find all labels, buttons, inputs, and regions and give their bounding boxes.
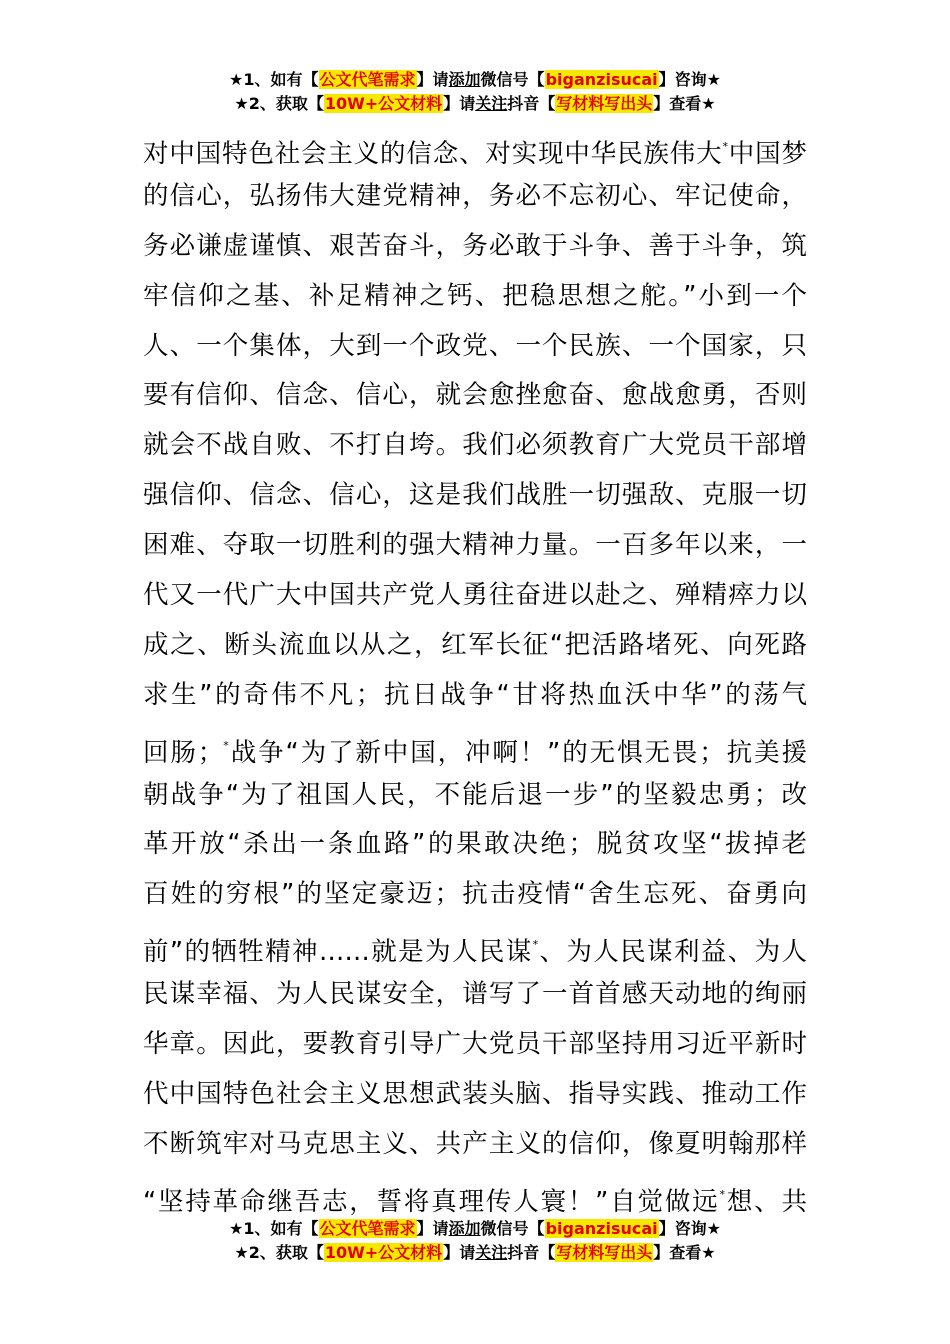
promo-text: 微信号【 bbox=[480, 70, 545, 89]
highlight-materials: 10W+公文材料 bbox=[324, 94, 443, 113]
text-segment: 不断筑牢对马克思主义、共产主义的信仰，像夏明翰那样 bbox=[143, 1128, 807, 1159]
highlight-materials: 10W+公文材料 bbox=[324, 1243, 443, 1262]
text-segment: “坚持革命继吾志，誓将真理传人寰！”自觉做远 bbox=[143, 1186, 720, 1217]
promo-text: 】请 bbox=[416, 70, 449, 89]
text-segment: 战争“为了新中国，冲啊！”的无惧无畏；抗美援 bbox=[228, 737, 807, 768]
text-line bbox=[143, 122, 807, 172]
promo-text: ★2、获取【 bbox=[234, 94, 324, 113]
underlined-word: 关注 bbox=[475, 1243, 508, 1262]
text-line bbox=[143, 1170, 807, 1220]
text-line bbox=[143, 1020, 807, 1070]
header-promo-banner bbox=[0, 68, 950, 116]
text-line bbox=[143, 371, 807, 421]
text-segment: 求生”的奇伟不凡；抗日战争“甘将热血沃中华”的荡气 bbox=[143, 679, 807, 710]
text-segment: 困难、夺取一切胜利的强大精神力量。一百多年以来，一 bbox=[143, 530, 807, 561]
text-segment: 成之、断头流血以从之，红军长征“把活路堵死、向死路 bbox=[143, 629, 807, 660]
text-segment: 百姓的穷根”的坚定豪迈；抗击疫情“舍生忘死、奋勇向 bbox=[143, 879, 807, 910]
footer-promo-banner bbox=[0, 1217, 950, 1265]
text-line bbox=[143, 1070, 807, 1120]
text-segment: 就会不战自败、不打自垮。我们必须教育广大党员干部增 bbox=[143, 430, 807, 461]
text-line bbox=[143, 920, 807, 970]
highlight-service: 公文代笔需求 bbox=[319, 70, 416, 89]
text-segment: 中国梦 bbox=[727, 139, 807, 169]
promo-line-1 bbox=[0, 1217, 950, 1241]
text-segment: 的信心，弘扬伟大建党精神，务必不忘初心、牢记使命， bbox=[143, 180, 807, 211]
promo-text: 】查看★ bbox=[653, 94, 716, 113]
text-segment: 想、共 bbox=[725, 1186, 807, 1217]
promo-text: 微信号【 bbox=[480, 1219, 545, 1238]
text-line bbox=[143, 970, 807, 1020]
text-line bbox=[143, 870, 807, 920]
promo-text: ★1、如有【 bbox=[229, 70, 319, 89]
promo-line-2 bbox=[0, 1241, 950, 1265]
text-line bbox=[143, 172, 807, 222]
text-line bbox=[143, 1120, 807, 1170]
text-segment: 要有信仰、信念、信心，就会愈挫愈奋、愈战愈勇，否则 bbox=[143, 380, 807, 411]
highlight-douyin-account: 写材料写出头 bbox=[556, 1243, 653, 1262]
promo-text: 抖音【 bbox=[507, 1243, 556, 1262]
text-line bbox=[143, 222, 807, 272]
text-segment: 代中国特色社会主义思想武装头脑、指导实践、推动工作 bbox=[143, 1078, 807, 1109]
text-segment: 强信仰、信念、信心，这是我们战胜一切强敌、克服一切 bbox=[143, 480, 807, 511]
promo-text: 】请 bbox=[443, 94, 476, 113]
highlight-wechat-id: biganzisucai bbox=[545, 1219, 658, 1238]
text-line bbox=[143, 621, 807, 671]
document-body bbox=[143, 122, 807, 1220]
promo-line-2 bbox=[0, 92, 950, 116]
text-segment: 朝战争“为了祖国人民，不能后退一步”的坚毅忠勇；改 bbox=[143, 779, 807, 810]
underlined-word: 添加 bbox=[448, 70, 481, 89]
text-line bbox=[143, 571, 807, 621]
highlight-service: 公文代笔需求 bbox=[319, 1219, 416, 1238]
text-segment: 革开放“杀出一条血路”的果敢决绝；脱贫攻坚“拔掉老 bbox=[143, 829, 807, 860]
text-line bbox=[143, 272, 807, 322]
text-segment: 对中国特色社会主义的信念、对实现中华民族伟大 bbox=[143, 139, 723, 169]
underlined-word: 添加 bbox=[448, 1219, 481, 1238]
promo-text: ★2、获取【 bbox=[234, 1243, 324, 1262]
text-line bbox=[143, 471, 807, 521]
highlight-douyin-account: 写材料写出头 bbox=[556, 94, 653, 113]
text-line bbox=[143, 421, 807, 471]
text-segment: 回肠； bbox=[143, 737, 224, 768]
text-line bbox=[143, 820, 807, 870]
text-line bbox=[143, 521, 807, 571]
promo-text: 】请 bbox=[416, 1219, 449, 1238]
promo-text: 】咨询★ bbox=[658, 70, 721, 89]
promo-line-1 bbox=[0, 68, 950, 92]
promo-text: ★1、如有【 bbox=[229, 1219, 319, 1238]
promo-text: 】请 bbox=[443, 1243, 476, 1262]
promo-text: 抖音【 bbox=[507, 94, 556, 113]
underlined-word: 关注 bbox=[475, 94, 508, 113]
promo-text: 】查看★ bbox=[653, 1243, 716, 1262]
text-segment: 牢信仰之基、补足精神之钙、把稳思想之舵。”小到一个 bbox=[143, 280, 807, 311]
text-line bbox=[143, 721, 807, 771]
text-segment: 人、一个集体，大到一个政党、一个民族、一个国家，只 bbox=[143, 330, 807, 361]
text-line bbox=[143, 671, 807, 721]
highlight-wechat-id: biganzisucai bbox=[545, 70, 658, 89]
text-line bbox=[143, 322, 807, 372]
asterisk-mark: * bbox=[223, 738, 229, 752]
text-segment: 代又一代广大中国共产党人勇往奋进以赴之、殚精瘁力以 bbox=[143, 580, 807, 611]
text-segment: 民谋幸福、为人民谋安全，谱写了一首首感天动地的绚丽 bbox=[143, 979, 807, 1010]
text-segment: 华章。因此，要教育引导广大党员干部坚持用习近平新时 bbox=[143, 1029, 807, 1060]
text-segment: 务必谦虚谨慎、艰苦奋斗，务必敢于斗争、善于斗争，筑 bbox=[143, 230, 807, 261]
asterisk-mark: * bbox=[532, 938, 539, 952]
asterisk-mark: * bbox=[722, 140, 728, 153]
asterisk-mark: * bbox=[719, 1187, 726, 1201]
text-segment: 、为人民谋利益、为人 bbox=[538, 937, 807, 968]
text-segment: 前”的牺牲精神……就是为人民谋 bbox=[143, 937, 533, 968]
text-line bbox=[143, 771, 807, 821]
promo-text: 】咨询★ bbox=[658, 1219, 721, 1238]
